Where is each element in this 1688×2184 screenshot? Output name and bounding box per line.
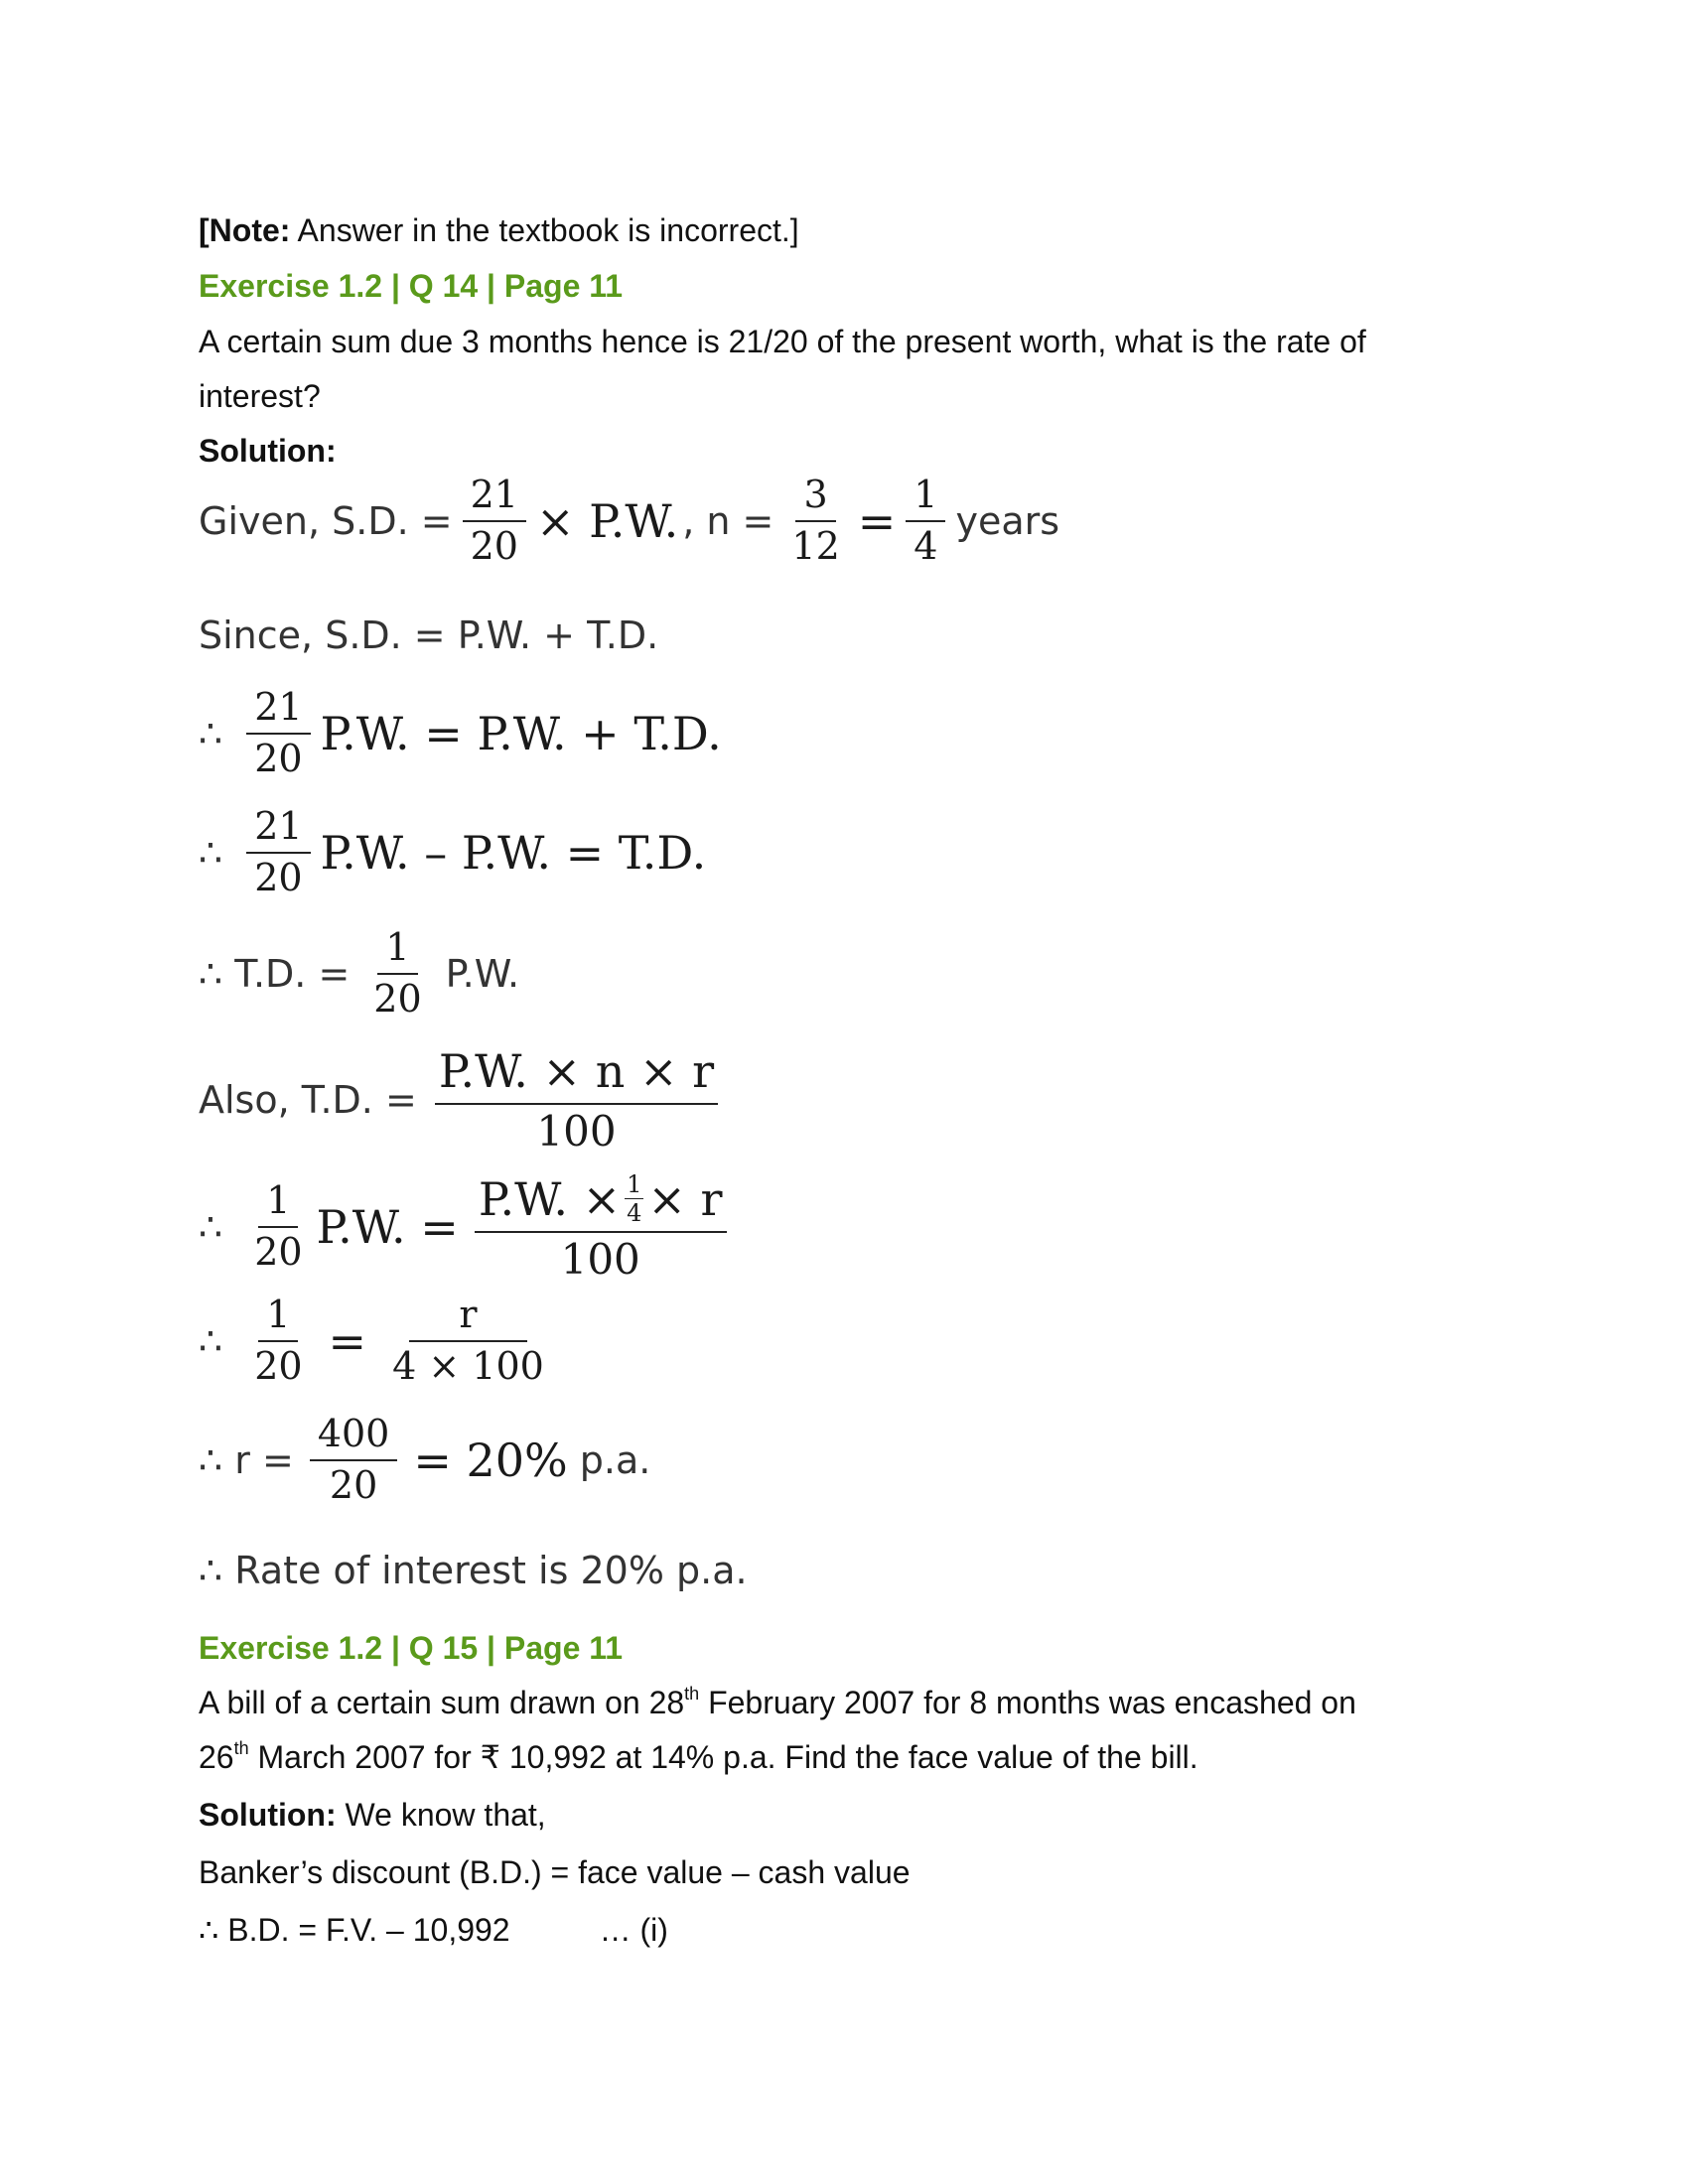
fraction-denominator: 20	[329, 1462, 378, 1507]
q14-question-line2: interest?	[199, 378, 321, 414]
fraction-numerator: 21	[246, 687, 310, 735]
step-6-lead: Also, T.D. =	[199, 1078, 417, 1123]
therefore-symbol: ∴	[199, 1318, 223, 1363]
fraction-denominator: 4 × 100	[392, 1343, 544, 1388]
step-6	[199, 1046, 728, 1155]
q15-bd-definition: Banker’s discount (B.D.) = face value – cash value	[199, 1854, 911, 1890]
step-9-lead: ∴ r =	[199, 1437, 294, 1482]
step-5-tail: P.W.	[445, 951, 520, 996]
q15-bd-equation	[199, 1910, 668, 1950]
therefore-symbol: ∴	[199, 1204, 223, 1249]
step-given	[199, 475, 1059, 568]
numerator-part-b: × r	[647, 1171, 723, 1226]
fraction-numerator: 21	[246, 806, 310, 854]
therefore-symbol: ∴	[199, 830, 223, 875]
fraction-denominator: 12	[791, 523, 840, 568]
equation-reference: … (i)	[599, 1912, 668, 1948]
note-text: Answer in the textbook is incorrect.]	[290, 212, 799, 248]
fraction-numerator	[475, 1171, 727, 1233]
fraction-1-4-small	[625, 1171, 643, 1227]
q15-question-line1	[199, 1683, 1356, 1722]
q15-line2-part-a: 26	[199, 1739, 234, 1775]
q14-heading[interactable]: Exercise 1.2 | Q 14 | Page 11	[199, 268, 624, 304]
fraction-numerator: 3	[795, 475, 835, 522]
fraction-numerator: 1	[258, 1180, 298, 1228]
fraction-1-20	[365, 927, 429, 1021]
fraction-numerator: 400	[310, 1414, 398, 1461]
fraction-numerator: 1	[627, 1170, 642, 1198]
step-given-lead: Given, S.D. =	[199, 498, 453, 543]
step-8	[199, 1295, 562, 1388]
fraction-numerator: 1	[377, 927, 417, 975]
step-conclusion	[199, 1549, 748, 1592]
note-label: [Note:	[199, 212, 291, 248]
step-since-text: Since, S.D. = P.W. + T.D.	[199, 614, 659, 657]
q15-question-line2	[199, 1737, 1198, 1777]
note-line	[199, 210, 799, 250]
bd-equation-text: ∴ B.D. = F.V. – 10,992	[199, 1912, 510, 1948]
n-equals: , n =	[682, 498, 774, 543]
equals-sign: =	[328, 1313, 367, 1368]
equals-sign: =	[857, 493, 897, 548]
years-label: years	[955, 498, 1060, 543]
fraction-numerator: r	[409, 1295, 526, 1342]
fraction-400-20	[310, 1414, 398, 1507]
fraction-numerator: 1	[906, 475, 945, 522]
times-pw: × P.W.	[535, 493, 679, 548]
fraction-denominator: 100	[536, 1106, 617, 1156]
fraction-denominator: 20	[254, 736, 303, 780]
q15-line2-part-b: March 2007 for ₹ 10,992 at 14% p.a. Find the face value of the bill.	[248, 1739, 1198, 1775]
step-since	[199, 614, 658, 657]
step-4-equation: P.W. – P.W. = T.D.	[320, 825, 707, 880]
fraction-denominator: 100	[560, 1234, 640, 1284]
fraction-denominator: 20	[254, 1343, 303, 1388]
fraction-numerator: 1	[258, 1295, 298, 1342]
fraction-1-20	[246, 1180, 310, 1274]
q15-heading[interactable]: Exercise 1.2 | Q 15 | Page 11	[199, 1630, 624, 1666]
therefore-symbol: ∴	[199, 711, 223, 755]
superscript-th: th	[233, 1738, 249, 1758]
fraction-denominator: 4	[627, 1199, 642, 1228]
fraction-denominator: 20	[373, 976, 422, 1021]
q15-line1-part-b: February 2007 for 8 months was encashed on	[699, 1685, 1356, 1720]
step-3-equation: P.W. = P.W. + T.D.	[320, 706, 722, 760]
step-7	[199, 1171, 737, 1283]
fraction-td-formula	[435, 1046, 718, 1155]
fraction-denominator: 20	[254, 1229, 303, 1274]
solution-intro: We know that,	[336, 1797, 546, 1833]
fraction-1-4	[906, 475, 945, 568]
solution-label: Solution:	[199, 433, 337, 469]
step-7-mid: P.W. =	[316, 1199, 459, 1254]
step-9-mid: = 20%	[413, 1433, 568, 1487]
step-5-lead: ∴ T.D. =	[199, 951, 351, 996]
step-4	[199, 806, 706, 899]
fraction-21-20	[463, 475, 526, 568]
fraction-denominator: 20	[254, 855, 303, 899]
numerator-part-a: P.W. ×	[478, 1171, 622, 1226]
step-9	[199, 1414, 650, 1507]
step-5	[199, 927, 519, 1021]
superscript-th: th	[684, 1684, 700, 1704]
fraction-21-20	[246, 687, 310, 780]
q15-line1-part-a: A bill of a certain sum drawn on 28	[199, 1685, 685, 1720]
fraction-step7-rhs	[475, 1171, 727, 1283]
fraction-r-400	[384, 1295, 552, 1388]
step-3	[199, 687, 722, 780]
fraction-numerator: 21	[463, 475, 526, 522]
solution-label: Solution:	[199, 1797, 337, 1833]
fraction-3-12	[783, 475, 847, 568]
conclusion-text: ∴ Rate of interest is 20% p.a.	[199, 1549, 748, 1592]
step-9-tail: p.a.	[579, 1437, 651, 1482]
q14-solution-label	[199, 431, 337, 471]
fraction-numerator: P.W. × n × r	[435, 1046, 718, 1105]
fraction-1-20	[246, 1295, 310, 1388]
fraction-denominator: 20	[470, 523, 518, 568]
fraction-21-20	[246, 806, 310, 899]
fraction-denominator: 4	[914, 523, 938, 568]
q15-solution-line	[199, 1795, 546, 1835]
q14-question-line1: A certain sum due 3 months hence is 21/20 of the present worth, what is the rate of	[199, 324, 1366, 359]
